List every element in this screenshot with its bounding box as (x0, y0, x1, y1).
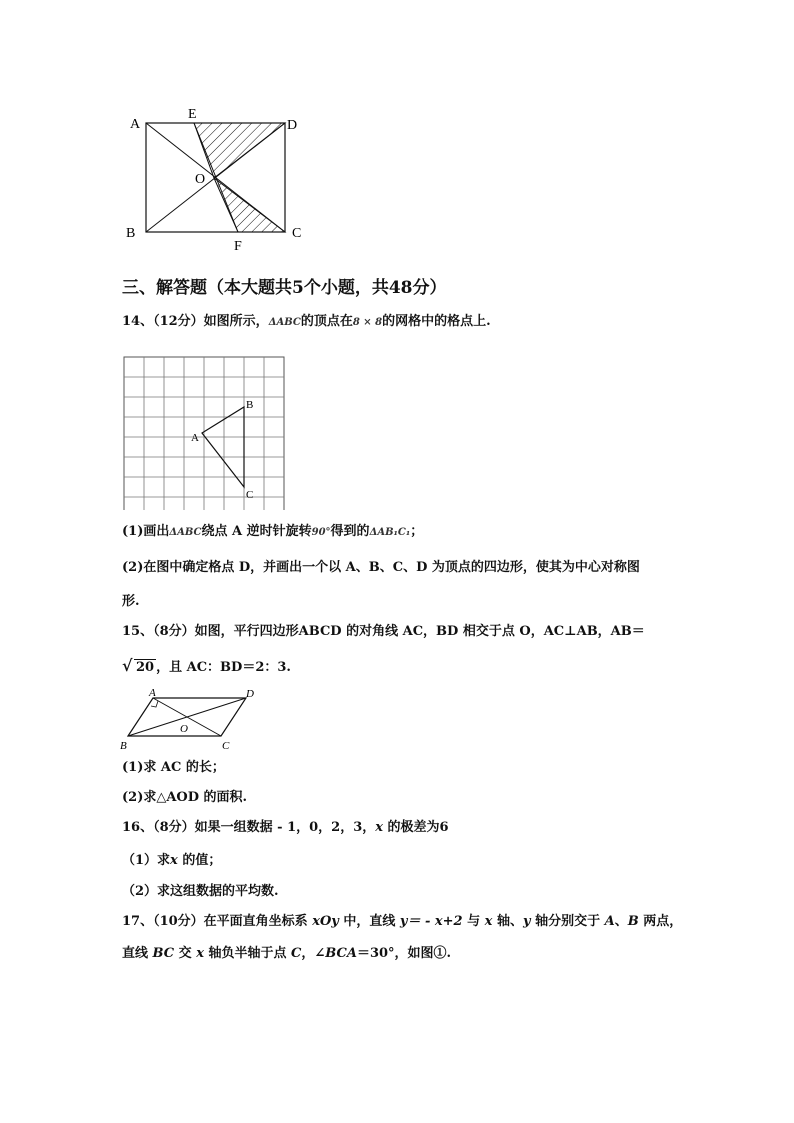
q14-part2-line1: (2)在图中确定格点 D，并画出一个以 A、B、C、D 为顶点的四边形，使其为中心对称图 (122, 560, 640, 575)
q15-part1: (1)求 AC 的长； (122, 760, 225, 775)
grid-lines (124, 357, 284, 510)
para-label-b: B (120, 740, 127, 752)
q17-y: y (522, 914, 536, 929)
grid-label-a: A (191, 432, 199, 444)
q17-bc: BC (148, 946, 179, 961)
q14-stem (122, 312, 491, 333)
q14-part1-angle: 90° (311, 527, 331, 538)
q17-x: x (480, 914, 497, 929)
q17-line1-b: 中，直线 (343, 914, 396, 929)
q15-part2: (2)求△AOD 的面积. (122, 790, 248, 805)
label-o: O (195, 172, 206, 187)
q14-part1-a: (1)画出 (122, 524, 170, 539)
para-label-a: A (149, 687, 156, 699)
q15-line2 (122, 658, 291, 678)
q17-line1-f: 、 (614, 914, 628, 929)
sqrt-radicand: 20 (136, 660, 155, 675)
q14-triangle: ΔABC (268, 317, 301, 328)
q15-line1: 15、（8分）如图，平行四边形ABCD 的对角线 AC，BD 相交于点 O，AC⊥AB，AB＝ (122, 624, 645, 639)
q17-line1-c: 与 (467, 914, 481, 929)
label-c: C (292, 226, 302, 241)
q17-line2-x: x (191, 946, 209, 961)
sqrt-symbol (122, 658, 156, 678)
para-label-c: C (222, 740, 230, 752)
q17-line1 (122, 912, 682, 932)
q17-line1-d: 轴、 (496, 914, 523, 929)
q17-line1-g: 两点， (643, 914, 683, 929)
grid-label-c: C (246, 489, 254, 501)
q17-equation: y＝ - x+2 (395, 914, 468, 929)
para-label-d: D (246, 688, 254, 700)
q16-part2: （2）求这组数据的平均数. (122, 884, 279, 899)
parallelogram-figure (118, 686, 268, 754)
q14-part1-d: ； (410, 524, 424, 539)
q16-line1-a: 16、（8分）如果一组数据 - 1，0，2，3， (122, 820, 376, 835)
q17-line1-e: 轴分别交于 (535, 914, 601, 929)
q14-prefix: 14、（12分）如图所示， (122, 314, 269, 329)
para-label-o: O (180, 723, 188, 735)
q17-point-a: A (600, 914, 615, 929)
q16-line1 (122, 818, 449, 838)
q15-line2-rest: ，且 AC：BD＝2：3. (156, 660, 291, 675)
q17-line1-a: 17、（10分）在平面直角坐标系 (122, 914, 308, 929)
grid-label-b: B (246, 399, 254, 411)
q14-part1-triangle: ΔABC (169, 527, 202, 538)
label-f: F (234, 239, 242, 254)
q17-angle: ∠BCA (314, 946, 357, 961)
q16-part1-x: x (170, 853, 178, 868)
q14-part2-line2: 形. (122, 594, 140, 609)
q17-line2-d: ， (301, 946, 315, 961)
q14-part1-c: 得到的 (330, 524, 370, 539)
q14-suffix: 的网格中的格点上. (382, 314, 491, 329)
label-e: E (188, 108, 197, 122)
q16-part1-a: （1）求 (122, 853, 171, 868)
label-a: A (130, 117, 141, 132)
q16-var-x: x (375, 820, 384, 835)
grid-figure (118, 350, 288, 510)
q17-line2-b: 交 (178, 946, 192, 961)
right-angle-mark (151, 701, 158, 707)
q14-part1-b: 绕点 A 逆时针旋转 (201, 524, 312, 539)
rectangle-figure (118, 108, 318, 256)
q17-point-c: C (286, 946, 302, 961)
q17-line2-c: 轴负半轴于点 (208, 946, 287, 961)
q14-grid-size: 8 × 8 (352, 317, 383, 328)
label-d: D (287, 118, 298, 133)
q14-part1 (122, 522, 423, 543)
q17-line2-a: 直线 (122, 946, 149, 961)
q16-line1-b: 的极差为6 (383, 820, 449, 835)
q16-part1-b: 的值； (177, 853, 222, 868)
q17-line2 (122, 944, 451, 964)
q16-part1 (122, 851, 221, 871)
q17-line2-e: ＝30°，如图①. (356, 946, 452, 961)
section-heading: 三、解答题（本大题共5个小题，共48分） (122, 278, 447, 298)
shaded-triangle-eod (194, 123, 285, 178)
label-b: B (126, 226, 136, 241)
q17-xoy: xOy (307, 914, 344, 929)
q14-mid: 的顶点在 (300, 314, 353, 329)
triangle-abc (202, 407, 244, 487)
q17-point-b: B (627, 914, 644, 929)
q14-part1-image: ΔAB₁C₁ (369, 527, 411, 538)
